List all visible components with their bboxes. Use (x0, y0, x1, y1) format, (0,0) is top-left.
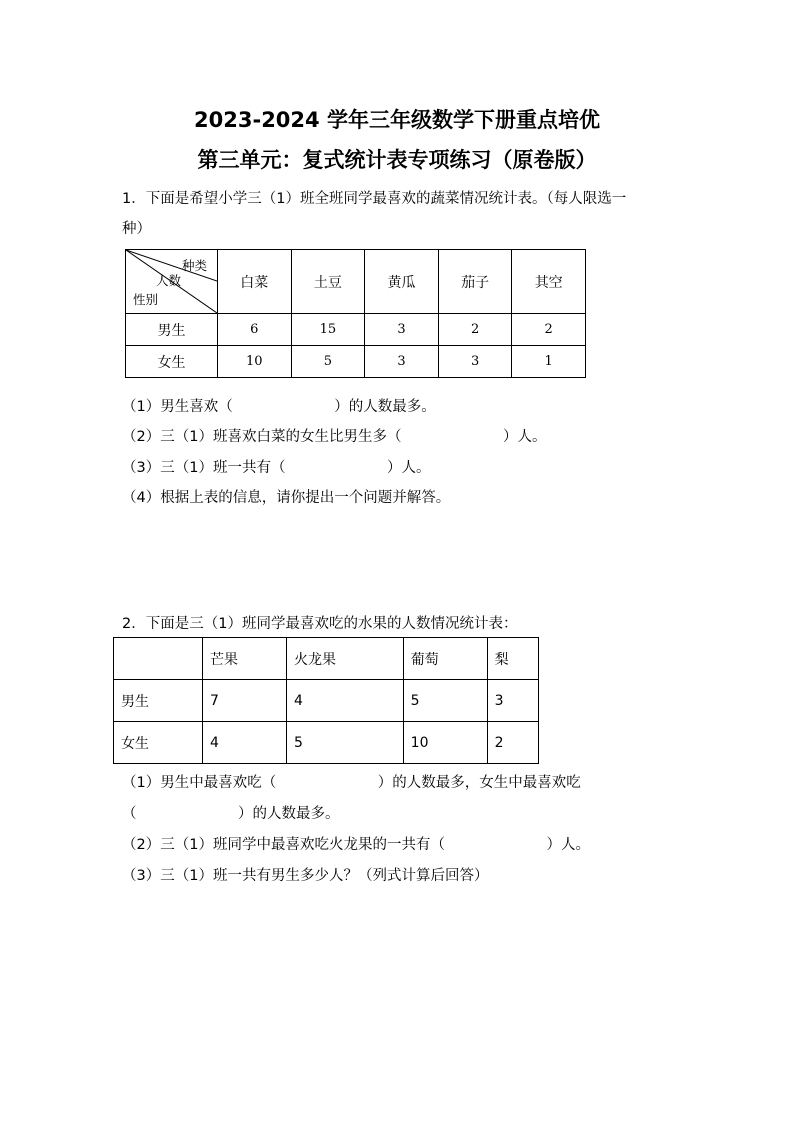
table-cell: 15 (291, 314, 365, 346)
column-header: 黄瓜 (365, 250, 439, 314)
row-label: 男生 (114, 680, 203, 722)
table-row (126, 314, 586, 346)
table-cell: 2 (512, 314, 586, 346)
table-cell: 6 (218, 314, 292, 346)
q1-sub3: （3）三（1）班一共有（ ）人。 (122, 460, 431, 476)
q2-sub2: （2）三（1）班同学中最喜欢吃火龙果的一共有（ ）人。 (122, 837, 590, 853)
row-label: 女生 (126, 346, 218, 378)
table-header-row (126, 250, 586, 314)
table-cell: 4 (287, 680, 404, 722)
column-header: 白菜 (218, 250, 292, 314)
table-cell: 3 (365, 314, 439, 346)
page-title: 2023-2024 学年三年级数学下册重点培优 (194, 108, 600, 132)
column-header: 梨 (487, 638, 538, 680)
table-cell: 5 (291, 346, 365, 378)
vegetable-table (125, 249, 586, 378)
table-cell: 3 (487, 680, 538, 722)
table-cell: 5 (287, 722, 404, 764)
column-header: 芒果 (203, 638, 287, 680)
row-label: 男生 (126, 314, 218, 346)
corner-cell (114, 638, 203, 680)
diagonal-header-cell (126, 250, 218, 314)
column-header: 茄子 (438, 250, 512, 314)
q1-sub1: （1）男生喜欢（ ）的人数最多。 (122, 399, 436, 415)
table-row (114, 680, 539, 722)
q2-stem: 2．下面是三（1）班同学最喜欢吃的水果的人数情况统计表： (122, 616, 518, 632)
table-cell: 3 (438, 346, 512, 378)
q1-sub4: （4）根据上表的信息，请你提出一个问题并解答。 (122, 490, 451, 506)
q2-sub3: （3）三（1）班一共有男生多少人？（列式计算后回答） (122, 868, 489, 884)
q1-stem-line1: 1．下面是希望小学三（1）班全班同学最喜欢的蔬菜情况统计表。（每人限选一 (122, 191, 627, 207)
table-cell: 3 (365, 346, 439, 378)
table-cell: 4 (203, 722, 287, 764)
diag-label-gender: 性别 (133, 292, 159, 307)
table-cell: 5 (403, 680, 487, 722)
table-cell: 10 (403, 722, 487, 764)
table-cell: 2 (487, 722, 538, 764)
column-header: 火龙果 (287, 638, 404, 680)
q2-sub1-line1: （1）男生中最喜欢吃（ ）的人数最多，女生中最喜欢吃 (122, 775, 581, 791)
table-row (114, 722, 539, 764)
row-label: 女生 (114, 722, 203, 764)
page-subtitle: 第三单元：复式统计表专项练习（原卷版） (197, 148, 597, 172)
q1-stem-line2: 种） (122, 221, 151, 237)
q2-sub1-line2: （ ）的人数最多。 (122, 806, 340, 822)
q1-sub2: （2）三（1）班喜欢白菜的女生比男生多（ ）人。 (122, 429, 547, 445)
column-header: 其空 (512, 250, 586, 314)
column-header: 葡萄 (403, 638, 487, 680)
diag-label-count: 人数 (156, 273, 182, 288)
table-cell: 10 (218, 346, 292, 378)
fruit-table (113, 637, 539, 764)
table-row (126, 346, 586, 378)
column-header: 土豆 (291, 250, 365, 314)
table-cell: 2 (438, 314, 512, 346)
table-cell: 1 (512, 346, 586, 378)
diag-label-category: 种类 (182, 258, 208, 273)
table-header-row (114, 638, 539, 680)
table-cell: 7 (203, 680, 287, 722)
